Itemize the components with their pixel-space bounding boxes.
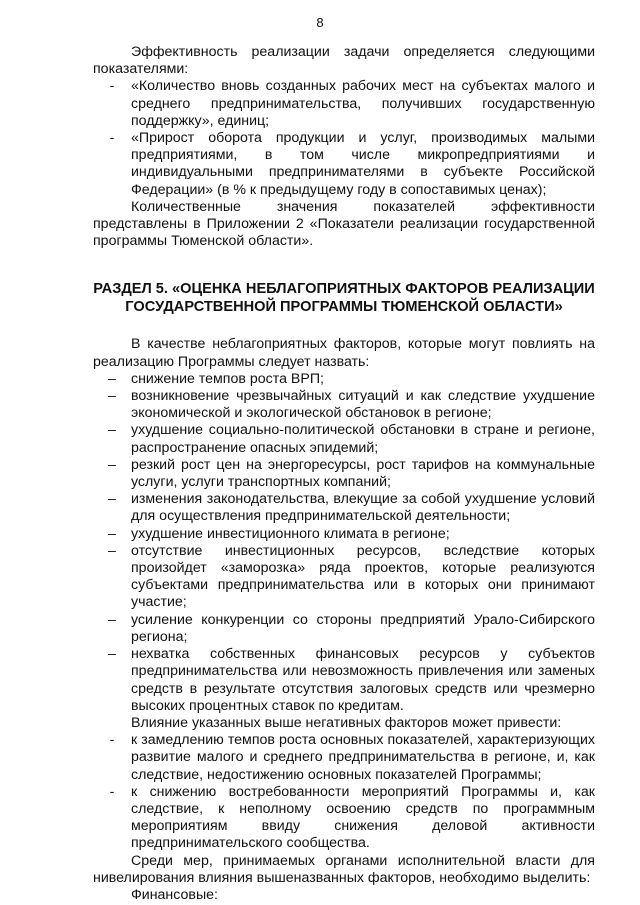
paragraph: Эффективность реализации задачи определяется следующими показателями: (93, 44, 595, 78)
bullet-dash: - (109, 783, 115, 800)
bullet-dash: – (108, 525, 116, 542)
bullet-item (93, 784, 595, 853)
bullet-item (93, 130, 595, 199)
bullet-item (93, 422, 595, 456)
bullet-text: отсутствие инвестиционных ресурсов, вследствие которых произойдет «заморозка» ряда проектов, которые реализуются субъектами предпринимательства или в которых они принимают участие; (131, 542, 595, 611)
bullet-text: ухудшение инвестиционного климата в регионе; (131, 525, 450, 542)
bullet-dash: - (109, 78, 115, 95)
bullet-text: изменения законодательства, влекущие за собой ухудшение условий для осуществления предпринимательской деятельности; (131, 491, 595, 525)
bullet-text: усиление конкуренции со стороны предприятий Урало-Сибирского региона; (131, 611, 595, 645)
bullet-text: «Количество вновь созданных рабочих мест на субъектах малого и среднего предпринимательства, получивших государственную поддержку», единиц; (131, 78, 595, 129)
paragraph: Влияние указанных выше негативных факторов может привести: (131, 714, 562, 731)
bullet-item (93, 491, 595, 525)
paragraph: Среди мер, принимаемых органами исполнительной власти для нивелирования влияния вышеназванных факторов, необходимо выделить: (93, 852, 595, 886)
bullet-text: возникновение чрезвычайных ситуаций и как следствие ухудшение экономической и экологической обстановок в регионе; (131, 388, 595, 422)
bullet-dash: - (109, 130, 115, 147)
page-content (93, 44, 595, 904)
page-number: 8 (316, 15, 324, 30)
bullet-dash: - (109, 732, 115, 749)
section-title: РАЗДЕЛ 5. «ОЦЕНКА НЕБЛАГОПРИЯТНЫХ ФАКТОРОВ РЕАЛИЗАЦИИ ГОСУДАРСТВЕННОЙ ПРОГРАММЫ ТЮМЕНСКОЙ ОБЛАСТИ» (93, 281, 595, 316)
bullet-dash: – (108, 491, 116, 508)
bullet-dash: – (108, 456, 116, 473)
bullet-item (93, 646, 595, 715)
bullet-item (93, 526, 595, 543)
bullet-text: снижение темпов роста ВРП; (131, 370, 324, 387)
bullet-item (93, 388, 595, 422)
bullet-item (93, 543, 595, 612)
section-body (93, 336, 595, 904)
paragraph: Количественные значения показателей эффективности представлены в Приложении 2 «Показатели реализации государственной программы Тюменской области». (93, 198, 595, 250)
bullet-dash: – (108, 611, 116, 628)
bullet-dash: – (108, 646, 116, 663)
bullet-dash: – (108, 542, 116, 559)
bullet-item (93, 371, 595, 388)
bullet-dash: – (108, 388, 116, 405)
paragraph: В качестве неблагоприятных факторов, которые могут повлиять на реализацию Программы следует назвать: (93, 336, 595, 370)
bullet-item (93, 612, 595, 646)
bullet-dash: – (108, 370, 116, 387)
bullet-dash: – (108, 422, 116, 439)
bullet-text: резкий рост цен на энергоресурсы, рост тарифов на коммунальные услуги, услуги транспортных компаний; (131, 456, 595, 491)
bullet-text: «Прирост оборота продукции и услуг, производимых малыми предприятиями, в том числе микропредприятиями и индивидуальными предпринимателями в субъекте Российской Федерации» (в % к предыдущему году в сопоставимых ценах); (131, 130, 595, 198)
bullet-text: к замедлению темпов роста основных показателей, характеризующих развитие малого и среднего предпринимательства в регионе, и, как следствие, недостижению основных показателей Программы; (131, 732, 595, 783)
bullet-text: ухудшение социально-политической обстановки в стране и регионе, распространение опасных эпидемий; (131, 422, 595, 456)
effectiveness-block (93, 44, 595, 250)
bullet-item (93, 732, 595, 784)
paragraph: Финансовые: (131, 886, 218, 903)
bullet-item (93, 457, 595, 491)
bullet-text: к снижению востребованности мероприятий Программы и, как следствие, к неполному освоению средств по программным мероприятиям ввиду снижения деловой активности предпринимательского сообщества. (131, 783, 595, 852)
bullet-text: нехватка собственных финансовых ресурсов у субъектов предпринимательства или невозможность привлечения или заменых средств в результате отсутствия залоговых средств или чрезмерно высоких процентных ставок по кредитам. (131, 646, 595, 714)
bullet-item (93, 78, 595, 130)
